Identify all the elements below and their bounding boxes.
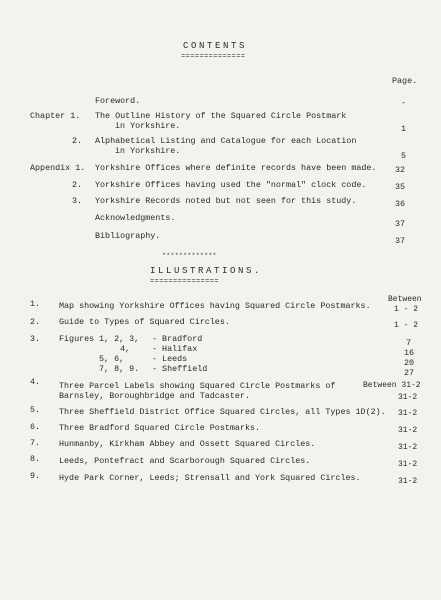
illus-page-6: 31-2 (398, 426, 418, 435)
toc-entry-appendix-2: Yorkshire Offices having used the "normal" clock code. (95, 180, 367, 190)
toc-entry-acknowledgments: Acknowledgments. (95, 213, 176, 223)
toc-entry-appendix-3: Yorkshire Records noted but not seen for this study. (95, 196, 357, 206)
toc-page-appendix-1: 32 (395, 165, 406, 175)
illus-num-8: 8. (30, 454, 41, 464)
toc-label-chapter-1: Chapter 1. (30, 111, 81, 121)
illus-page-8: 31-2 (398, 460, 418, 469)
toc-page-appendix-2: 35 (395, 182, 406, 192)
illus-text-8: Leeds, Pontefract and Scarborough Squared Circles. (59, 456, 311, 466)
illus-text-6: Three Bradford Squared Circle Postmarks. (59, 423, 261, 433)
figure-page-3: 20 (404, 358, 415, 368)
toc-entry-chapter-2-line2: in Yorkshire. (115, 146, 181, 156)
illus-page-2: 1 - 2 (394, 321, 419, 330)
toc-page-appendix-3: 36 (395, 199, 406, 209)
illus-text-3: Figures (59, 334, 95, 344)
toc-page-acknowledgments: 37 (395, 219, 406, 229)
contents-heading: CONTENTS (183, 41, 248, 51)
toc-entry-chapter-1-line1: The Outline History of the Squared Circle Postmark (95, 111, 347, 121)
toc-entry-chapter-1-line2: in Yorkshire. (115, 121, 181, 131)
illus-num-4: 4. (30, 377, 41, 387)
toc-page-chapter-1: 1 (401, 124, 407, 134)
illustrations-heading: ILLUSTRATIONS. (150, 266, 263, 276)
figure-place-4: - Sheffield (152, 364, 208, 374)
figure-place-3: - Leeds (152, 354, 188, 364)
illus-num-9: 9. (30, 471, 41, 481)
toc-entry-chapter-2-line1: Alphabetical Listing and Catalogue for each Location (95, 136, 357, 146)
illus-page-4-bottom: 31-2 (398, 393, 418, 402)
toc-page-chapter-2: 5 (401, 151, 407, 161)
illus-text-4-line1: Three Parcel Labels showing Squared Circle Postmarks of (59, 381, 336, 391)
illus-page-1-bottom: 1 - 2 (394, 305, 419, 314)
toc-page-bibliography: 37 (395, 236, 406, 246)
toc-page-foreword: - (401, 98, 407, 108)
illus-text-4-line2: Barnsley, Boroughbridge and Tadcaster. (59, 391, 250, 401)
figure-page-2: 16 (404, 348, 415, 358)
toc-num-chapter-2: 2. (72, 136, 83, 146)
illus-num-3: 3. (30, 334, 41, 344)
illus-page-4-top: Between 31-2 (363, 381, 421, 390)
page-column-label: Page. (392, 76, 418, 86)
toc-num-appendix-3: 3. (72, 196, 83, 206)
toc-entry-bibliography: Bibliography. (95, 231, 161, 241)
illus-num-1: 1. (30, 299, 41, 309)
illus-text-1: Map showing Yorkshire Offices having Squared Circle Postmarks. (59, 301, 371, 311)
figure-page-1: 7 (406, 338, 412, 348)
illus-text-5: Three Sheffield District Office Squared Circles, all Types 1D(2). (59, 407, 386, 417)
illus-num-2: 2. (30, 317, 41, 327)
figure-place-2: - Halifax (152, 344, 198, 354)
illus-num-6: 6. (30, 422, 41, 432)
illus-text-9: Hyde Park Corner, Leeds; Strensall and York Squared Circles. (59, 473, 361, 483)
illus-page-7: 31-2 (398, 443, 418, 452)
figure-nums-3: 5, 6, (99, 354, 125, 364)
figure-nums-1: 1, 2, 3, (99, 334, 140, 344)
illus-num-5: 5. (30, 405, 41, 415)
illus-num-7: 7. (30, 438, 41, 448)
illus-page-5: 31-2 (398, 409, 418, 418)
illustrations-underline: =============== (150, 278, 220, 286)
illus-text-2: Guide to Types of Squared Circles. (59, 317, 230, 327)
contents-underline: ============== (181, 53, 246, 61)
figure-nums-4: 7, 8, 9. (99, 364, 140, 374)
toc-label-appendix-1: Appendix 1. (30, 163, 86, 173)
illus-page-1-top: Between (388, 295, 422, 304)
figure-nums-2: 4, (120, 344, 131, 354)
figure-place-1: - Bradford (152, 334, 203, 344)
figure-page-4: 27 (404, 368, 415, 378)
toc-entry-foreword: Foreword. (95, 96, 141, 106)
illus-page-9: 31-2 (398, 477, 418, 486)
toc-num-appendix-2: 2. (72, 180, 83, 190)
section-divider: ************* (162, 253, 217, 261)
illus-text-7: Hunmanby, Kirkham Abbey and Ossett Squared Circles. (59, 439, 316, 449)
toc-entry-appendix-1: Yorkshire Offices where definite records have been made. (95, 163, 377, 173)
